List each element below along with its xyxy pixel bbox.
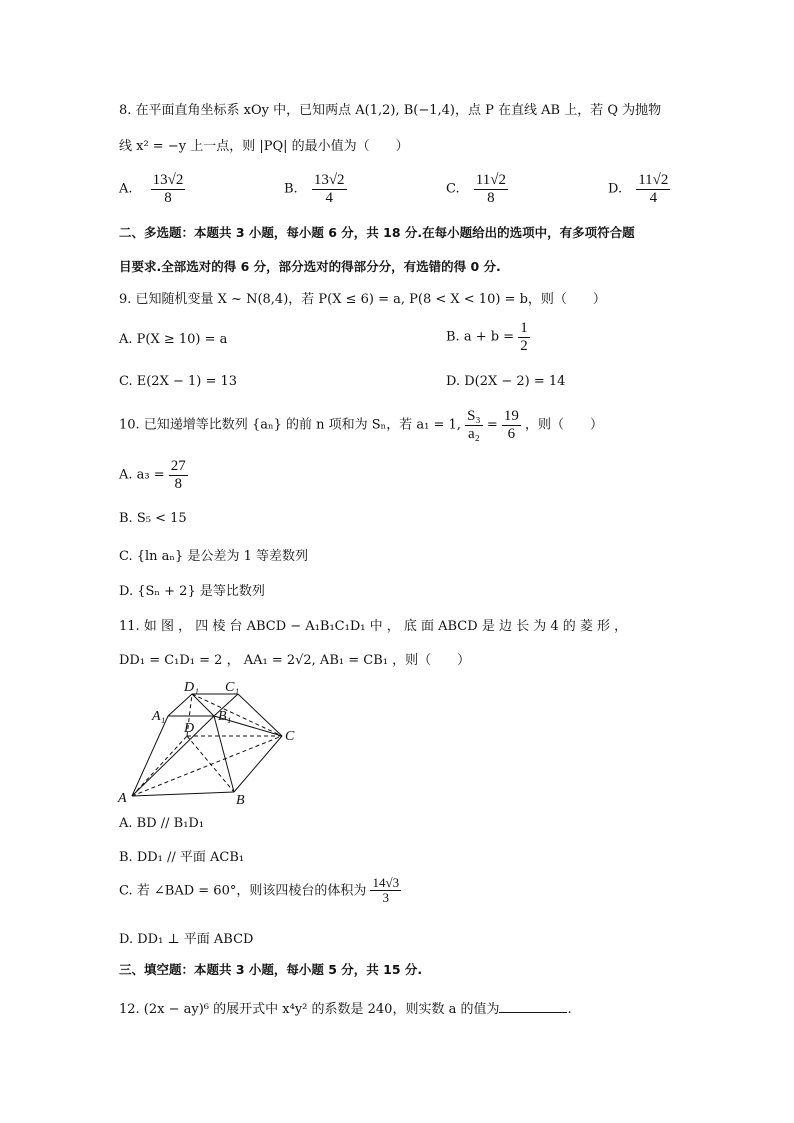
q8-stem-line1: 8. 在平面直角坐标系 xOy 中，已知两点 A(1,2), B(−1,4)，点 P 在直线 AB 上，若 Q 为抛物: [119, 103, 662, 118]
q11-option-b: B. DD₁ // 平面 ACB₁: [119, 850, 245, 865]
q11-stem-line1: 11. 如 图 ， 四 棱 台 ABCD − A₁B₁C₁D₁ 中 ， 底 面 ABCD 是 边 长 为 4 的 菱 形 ，: [119, 619, 628, 634]
option-label: A.: [119, 181, 133, 197]
q12-stem: [119, 998, 572, 1017]
q9-option-c: C. E(2X − 1) = 13: [119, 374, 238, 389]
option-fraction: $\frac{13√2}{8}$: [152, 172, 184, 206]
q11-option-a: A. BD // B₁D₁: [119, 816, 205, 831]
q10-option-d: D. {Sₙ + 2} 是等比数列: [119, 584, 265, 599]
q11-option-c: [119, 876, 401, 906]
label-d1: D₁: [184, 680, 199, 695]
q10-stem-text: 10. 已知递增等比数列 {aₙ} 的前 n 项和为 Sₙ，若 a₁ = 1,: [119, 417, 461, 433]
option-fraction: $\frac{27}{8}$: [170, 458, 186, 492]
option-text: B. a + b =: [446, 329, 515, 345]
q10-fraction-19-6: $\frac{19}{6}$: [503, 408, 519, 442]
q8-option-d: [608, 172, 670, 206]
q10-option-a: [119, 458, 188, 492]
q9-option-b: [446, 320, 530, 354]
edge-aa1: [132, 716, 168, 796]
option-label: C.: [446, 181, 460, 197]
q8-option-c: [446, 172, 508, 206]
option-fraction: $\frac{11√2}{8}$: [475, 172, 506, 206]
option-fraction: $\frac{13√2}{4}$: [313, 172, 345, 206]
segment-d1c: [192, 694, 282, 736]
q11-stem-line2: DD₁ = C₁D₁ = 2 ， AA₁ = 2√2, AB₁ = CB₁ ，则（ ）: [119, 653, 471, 668]
q11-option-d: D. DD₁ ⊥ 平面 ABCD: [119, 932, 254, 947]
label-c1: C₁: [225, 680, 240, 695]
label-a1: A₁: [152, 709, 166, 724]
option-label: B.: [284, 181, 298, 197]
option-text: C. 若 ∠BAD = 60°，则该四棱台的体积为: [119, 883, 367, 899]
q8-option-a: [119, 172, 185, 206]
section2-heading-line2: 目要求.全部选对的得 6 分，部分选对的得部分分，有选错的得 0 分.: [119, 259, 501, 274]
q10-option-b: B. S₅ < 15: [119, 511, 187, 526]
answer-blank[interactable]: [499, 1000, 567, 1013]
option-label: D.: [608, 181, 623, 197]
q9-option-d: D. D(2X − 2) = 14: [446, 374, 566, 389]
label-a: A: [118, 791, 127, 806]
edge-ab: [132, 792, 234, 796]
q10-stem: [119, 408, 603, 442]
q10-stem-suffix: ，则（ ）: [525, 417, 604, 433]
option-text: A. a₃ =: [119, 467, 165, 483]
q9-stem: 9. 已知随机变量 X ~ N(8,4)，若 P(X ≤ 6) = a, P(8 < X < 10) = b，则（ ）: [119, 292, 606, 307]
label-b1: B₁: [218, 709, 232, 724]
frustum-figure: [112, 674, 312, 808]
edge-bc: [234, 736, 282, 792]
q12-period: .: [567, 1002, 572, 1017]
label-c: C: [285, 729, 295, 744]
option-fraction: $\frac{1}{2}$: [520, 320, 528, 354]
label-d: D: [184, 721, 195, 736]
option-fraction: $\frac{14√3}{3}$: [372, 875, 400, 906]
q12-text: 12. (2x − ay)⁶ 的展开式中 x⁴y² 的系数是 240，则实数 a 的值为: [119, 1002, 500, 1017]
q8-stem-line2: 线 x² = −y 上一点，则 |PQ| 的最小值为（ ）: [119, 139, 409, 154]
edge-ad: [132, 736, 187, 796]
q10-fraction-s3-a2: $\frac{\text{S₃}}{\text{a₂}}$: [467, 408, 481, 442]
equals-sign: =: [486, 417, 498, 433]
option-fraction: $\frac{11√2}{4}$: [638, 172, 669, 206]
q9-option-a: A. P(X ≥ 10) = a: [119, 332, 228, 347]
section2-heading-line1: 二、多选题：本题共 3 小题，每小题 6 分，共 18 分.在每小题给出的选项中，有多项符合题: [119, 225, 635, 240]
q10-option-c: C. {ln aₙ} 是公差为 1 等差数列: [119, 549, 308, 564]
q8-option-b: [284, 172, 347, 206]
segment-ab1: [132, 716, 214, 796]
label-b: B: [236, 793, 245, 808]
section3-heading: 三、填空题：本题共 3 小题，每小题 5 分，共 15 分.: [119, 962, 423, 977]
segment-d1b1: [192, 694, 214, 716]
edge-d1a1: [168, 694, 192, 716]
